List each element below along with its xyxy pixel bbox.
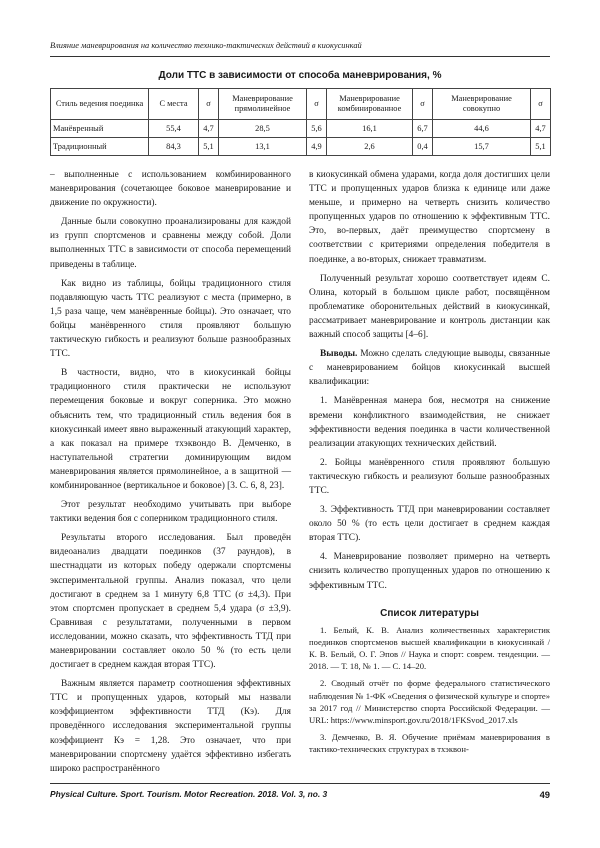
column-header: σ: [413, 89, 433, 120]
table-cell: 5,1: [531, 138, 551, 156]
table-cell: 84,3: [149, 138, 199, 156]
table-header-row: [51, 89, 551, 120]
table-row: [51, 120, 551, 138]
table-cell: 13,1: [219, 138, 307, 156]
table-cell: 2,6: [327, 138, 413, 156]
table-cell: 4,7: [199, 120, 219, 138]
table-cell: 6,7: [413, 120, 433, 138]
table-title: Доли ТТС в зависимости от способа маневрирования, %: [158, 70, 442, 81]
conclusion-item: 2. Бойцы манёвренного стиля проявляют большую тактическую гибкость и реализуют больше разнообразных ТТС.: [309, 457, 550, 496]
header-rule: [50, 56, 550, 57]
column-header: Маневрирование комбинированное: [327, 89, 413, 120]
conclusions-text: Можно сделать следующие выводы, связанные с маневрированием бойцов киокусинкай высшей квалификации:: [309, 349, 551, 388]
footer-rule: [50, 783, 550, 784]
conclusion-item: 4. Маневрирование позволяет примерно на четверть снизить количество пропущенных ударов по отношению к эффективным ТТС.: [309, 552, 550, 591]
footer: [50, 788, 550, 801]
running-head: Влияние маневрирования на количество технико-тактических действий в киокусинкай: [50, 41, 362, 50]
conclusions-lead: Выводы.: [320, 349, 358, 360]
column-header: σ: [531, 89, 551, 120]
conclusion-item: 1. Манёвренная манера боя, несмотря на снижение времени конфликтного взаимодействия, не снижает эффективности ведения поединка в части количественной реализации атакующих технических действий.: [309, 396, 550, 449]
column-header: σ: [199, 89, 219, 120]
table-cell: 28,5: [219, 120, 307, 138]
journal-citation: Physical Culture. Sport. Tourism. Motor Recreation. 2018. Vol. 3, no. 3: [50, 789, 328, 799]
table-cell: 4,9: [307, 138, 327, 156]
table-cell: 15,7: [433, 138, 531, 156]
paragraph: Полученный результат хорошо соответствует идеям С. Олина, который в большом цикле работ, посвящённом проблематике оборонительных действий в киокусинкай, рассматривает маневрирование и контроль дистанции как важный способ защиты [4–6].: [309, 273, 550, 341]
left-column: [50, 168, 291, 776]
table-cell: 5,6: [307, 120, 327, 138]
table-cell: 16,1: [327, 120, 413, 138]
paragraph: Данные были совокупно проанализированы для каждой из групп спортсменов и сравнены между собой. Доли выполненных ТТС в зависимости от способа перемещений приведены в таблице.: [50, 217, 291, 270]
table-cell: 55,4: [149, 120, 199, 138]
reference-item: 1. Белый, К. В. Анализ количественных характеристик поединков спортсменов высшей квалификации в киокусинкай / К. В. Белый, О. Г. Эпов // Наука и спорт: соврем. тенденции. — 2018. — Т. 18, № 1. — С. 14–20.: [309, 624, 550, 672]
paragraph: – выполненные с использованием комбинированного маневрирования (сочетающее боковое маневрирование и движение по окружности).: [50, 170, 291, 209]
conclusion-item: 3. Эффективность ТТД при маневрировании составляет около 50 % (то есть цели достигает в среднем каждая вторая ТТС).: [309, 505, 550, 544]
conclusions-paragraph: [309, 347, 550, 389]
reference-item: 2. Сводный отчёт по форме федерального статистического наблюдения № 1-ФК «Сведения о физической культуре и спорте» за 2017 год // Министерство спорта Российской Федерации. — URL: https://www.minsport.gov.ru/2018/1FKSvod_2017.xls: [309, 678, 550, 726]
column-header: Маневрирование прямолинейное: [219, 89, 307, 120]
column-header: Стиль ведения поединка: [51, 89, 149, 120]
column-header: С места: [149, 89, 199, 120]
column-header: σ: [307, 89, 327, 120]
table-cell: Манёвренный: [51, 120, 149, 138]
paragraph: Важным является параметр соотношения эффективных ТТС и пропущенных ударов, который мы назвали коэффициентом эффективности ТТД (Кэ). Для проведённого исследования экспериментальной группы коэффициент Кэ = 1,28. Это означает, что при маневрировании спортсмену удаётся эффективно избегать широко распространённого: [50, 679, 291, 774]
paragraph: Как видно из таблицы, бойцы традиционного стиля подавляющую часть ТТС реализуют с места (примерно, в 1,5 раза чаще, чем манёвренные бойцы). Это означает, что бойцы манёвренного стиля проявляют большую тактическую гибкость и реализуют больше разнообразных ТТС.: [50, 278, 291, 360]
paragraph: Результаты второго исследования. Был проведён видеоанализ двадцати поединков (37 раундов), в шестнадцати из которых победу одержали спортсмены экспериментальной группы. Анализ показал, что цели достигают в среднем за 1 минуту 6,8 ТТС (σ ±4,3). При этом спортсмен пропускает в среднем 5,4 удара (σ ±3,9). Сравнивая с результатами, полученными в первом исследовании, можно сказать, что эффективность ТТД при маневрировании составляет около 50 % (то есть цели достигает в среднем каждая вторая ТТС).: [50, 533, 291, 671]
paragraph: Этот результат необходимо учитывать при выборе тактики ведения боя с соперником традиционного стиля.: [50, 500, 291, 525]
page-number: 49: [539, 789, 550, 800]
table-cell: Традиционный: [51, 138, 149, 156]
references-title: Список литературы: [380, 607, 479, 619]
table-cell: 5,1: [199, 138, 219, 156]
column-header: Маневрирование совокупно: [433, 89, 531, 120]
reference-item: 3. Демченко, В. Я. Обучение приёмам маневрирования в тактико-технических структурах в тхэквон-: [309, 732, 550, 755]
table-cell: 44,6: [433, 120, 531, 138]
right-column: [309, 168, 550, 756]
paragraph: В частности, видно, что в киокусинкай бойцы традиционного стиля практически не используют перемещения боковые и вокруг соперника. Это можно объяснить тем, что традиционный стиль ведения боя в киокусинкай имеет явно выраженный атакующий характер, а как показал на примере тхэквондо В. Демченко, в наступательной стратегии доминирующим видом маневрирования является прямолинейное, а в защитной — комбинированное (вертикальное и боковое) [3. С. 6, 8, 23].: [50, 368, 291, 491]
table-row: [51, 138, 551, 156]
table-cell: 4,7: [531, 120, 551, 138]
data-table: [50, 88, 551, 156]
paragraph: в киокусинкай обмена ударами, когда доля достигших цели ТТС и пропущенных ударов близка к единице или даже меньше, и примерно на четверть снизить количество пропущенных ударов по отношению к эффективным ТТС. Это, во-первых, даёт преимущество спортсмену в соответствии с критериями определения победителя в поединке, а во-вторых, снижает травматизм.: [309, 170, 550, 265]
table-cell: 0,4: [413, 138, 433, 156]
